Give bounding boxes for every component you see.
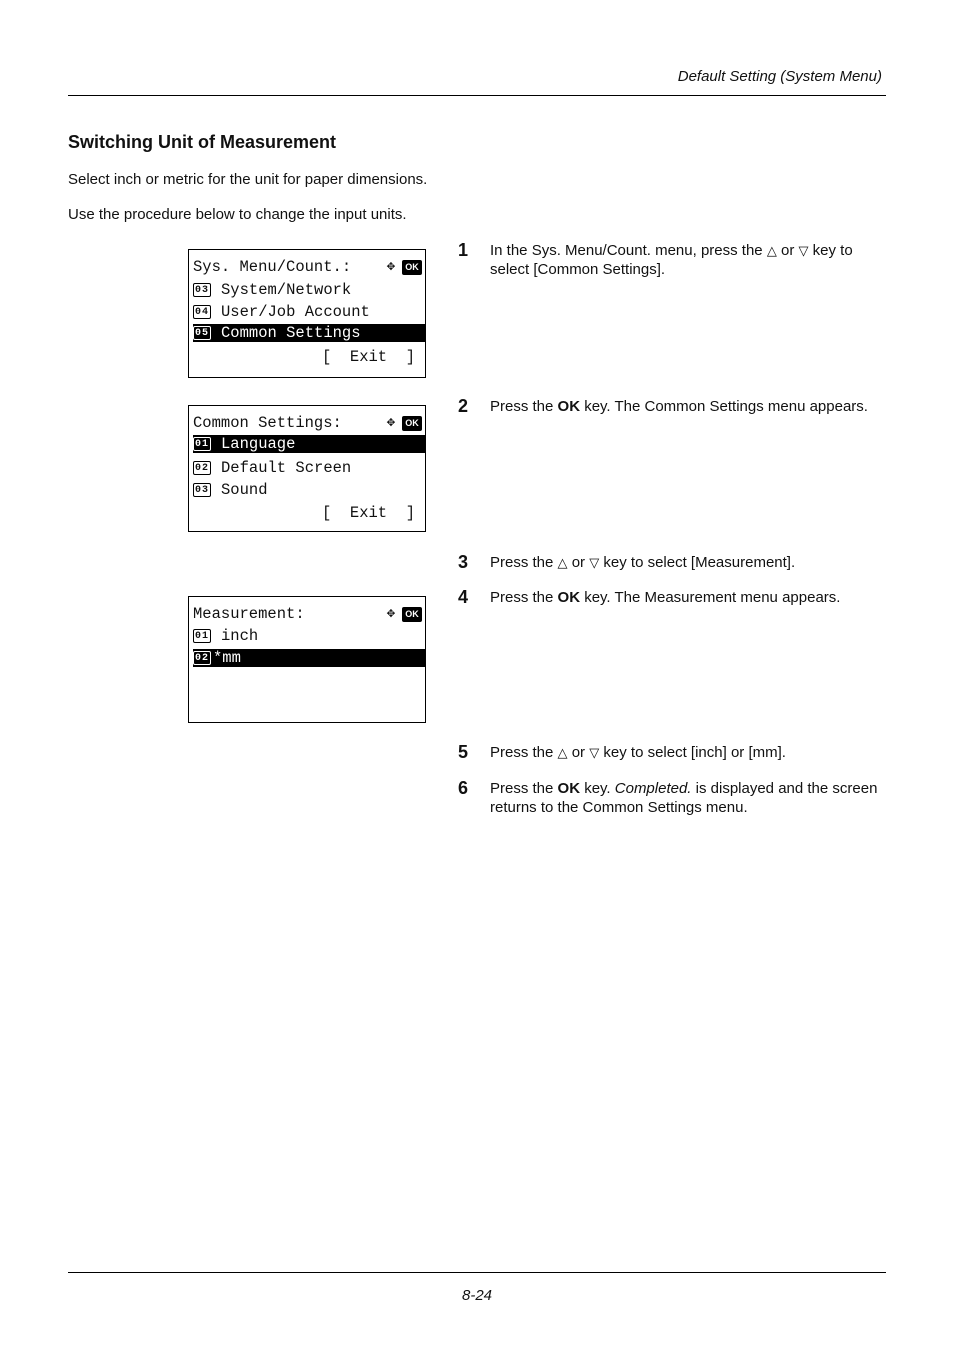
ok-key-label: OK (557, 589, 581, 606)
lcd-title: Sys. Menu/Count.: (193, 258, 352, 276)
lcd-exit-softkey: [ Exit ] (321, 504, 415, 522)
item-number-badge: 03 (194, 285, 209, 296)
lcd-item-label: inch (221, 627, 259, 645)
lcd-menu-item (193, 458, 425, 478)
lcd-item-label: Sound (221, 481, 268, 499)
item-number-badge: 05 (194, 328, 209, 339)
lcd-exit-softkey: [ Exit ] (321, 348, 415, 366)
section-title: Switching Unit of Measurement (68, 132, 337, 152)
intro-text: Select inch or metric for the unit for paper dimensions. (68, 171, 428, 188)
lcd-menu-item-selected (193, 324, 425, 342)
item-number-badge: 03 (194, 485, 209, 496)
lcd-menu-item-selected (193, 649, 425, 667)
lcd-menu-item (193, 480, 425, 500)
step-number: 6 (458, 778, 469, 798)
up-triangle-icon: △ (557, 745, 568, 760)
lcd-menu-item (193, 626, 425, 646)
lcd-item-label: System/Network (221, 281, 352, 299)
step-text: Press the OK key. Completed. is displayed and the screen returns to the Common Settings menu. (490, 780, 878, 816)
step-text: Press the OK key. The Common Settings menu appears. (490, 398, 868, 415)
step-text: In the Sys. Menu/Count. menu, press the △ or ▽ key to select [Common Settings]. (490, 242, 853, 278)
lcd-title-row (193, 413, 425, 433)
lcd-menu-item (193, 302, 425, 322)
lcd-title: Common Settings: (193, 414, 342, 432)
lcd-panel-sys-menu (188, 249, 426, 378)
item-number-badge: 04 (194, 307, 209, 318)
footer-divider (68, 1272, 886, 1273)
step-number: 2 (458, 396, 469, 416)
up-triangle-icon: △ (766, 243, 777, 258)
lcd-title: Measurement: (193, 605, 305, 623)
up-triangle-icon: △ (557, 555, 568, 570)
lcd-menu-item-selected (193, 435, 425, 453)
lcd-panel-measurement (188, 596, 426, 723)
item-number-badge: 02 (194, 653, 209, 664)
down-triangle-icon: ▽ (589, 555, 600, 570)
ok-icon: OK (402, 260, 422, 275)
lcd-item-label: Common Settings (221, 324, 361, 342)
item-number-badge: 02 (194, 463, 209, 474)
header-title: Default Setting (System Menu) (677, 68, 882, 85)
step-number: 3 (458, 552, 469, 572)
header-divider (68, 95, 886, 96)
lcd-title-row (193, 257, 425, 277)
lcd-item-label: *mm (213, 649, 241, 667)
down-triangle-icon: ▽ (589, 745, 600, 760)
page-number: 8-24 (461, 1287, 493, 1304)
step-text: Press the OK key. The Measurement menu appears. (490, 589, 841, 606)
four-way-arrow-icon: ✥ (386, 606, 396, 622)
ok-icon: OK (402, 607, 422, 622)
step-number: 1 (458, 240, 469, 260)
ok-key-label: OK (557, 398, 581, 415)
intro-text: Use the procedure below to change the input units. (68, 206, 407, 223)
step-number: 5 (458, 742, 469, 762)
lcd-item-label: Default Screen (221, 459, 352, 477)
lcd-item-label: Language (221, 435, 296, 453)
ok-icon: OK (402, 416, 422, 431)
item-number-badge: 01 (194, 631, 209, 642)
lcd-title-row (193, 604, 425, 624)
lcd-menu-item (193, 280, 425, 300)
ok-key-label: OK (557, 780, 581, 797)
lcd-panel-common-settings (188, 405, 426, 532)
down-triangle-icon: ▽ (798, 243, 809, 258)
four-way-arrow-icon: ✥ (386, 259, 396, 275)
step-number: 4 (458, 587, 469, 607)
item-number-badge: 01 (194, 439, 209, 450)
step-text: Press the △ or ▽ key to select [Measurement]. (490, 554, 796, 571)
lcd-item-label: User/Job Account (221, 303, 370, 321)
step-text: Press the △ or ▽ key to select [inch] or [mm]. (490, 744, 786, 761)
completed-message: Completed. (614, 780, 692, 797)
four-way-arrow-icon: ✥ (386, 415, 396, 431)
